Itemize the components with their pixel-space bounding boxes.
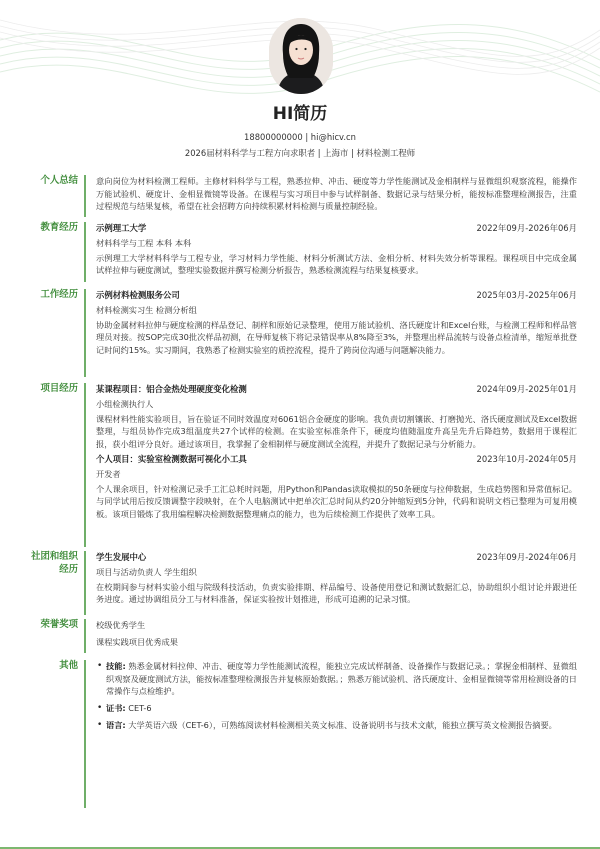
entry-description: 协助金属材料拉伸与硬度检测的样品登记、制样和原始记录整理，使用万能试验机、洛氏硬度计和Excel台账，与检测工程师和样品管理员对接。按SOP完成30批次样品初测，在导师复核下将记录错误率从8%降至3%，并整理出样品流转与设备点检清单，缩短单批登记时间约15%。实习期间，我熟悉了检测实验室的质控流程，提升了跨岗位沟通与问题解决能力。: [96, 319, 577, 356]
entry-date: 2025年03月-2025年06月: [476, 290, 577, 300]
section-title: 社团和组织 经历: [31, 551, 78, 575]
entry-header: [96, 289, 577, 302]
section-projects: [0, 383, 600, 549]
others-list: [96, 660, 577, 732]
project-entry: [96, 453, 577, 521]
section-divider: [84, 289, 86, 377]
company-name: 示例材料检测服务公司: [96, 290, 180, 300]
section-title: 工作经历: [40, 289, 78, 300]
contact-info: 18800000000 | hi@hicv.cn: [244, 132, 356, 142]
entry-date: 2022年09月-2026年06月: [476, 223, 577, 233]
entry-date: 2023年09月-2024年06月: [476, 552, 577, 562]
certificate-item: • 证书: CET-6: [96, 702, 577, 715]
entry-description: 个人课余项目，针对检测记录手工汇总耗时问题，用Python和Pandas读取模拟的50条硬度与拉伸数据，生成趋势图和异常值标记。与同学试用后按反馈调整字段映射，在个人电脑测试中把单次汇总时间从约20分钟缩短到5分钟，代码和说明文档已整理为可复用模板。该项目锻炼了我用编程解决检测数据整理痛点的能力，也为后续检测工作提供了效率工具。: [96, 483, 577, 519]
avatar: [269, 18, 333, 94]
section-divider: [84, 660, 86, 808]
entry-header: [96, 453, 577, 466]
entry-header: [96, 551, 577, 564]
entry-date: 2024年09月-2025年01月: [476, 384, 577, 394]
honor-item: 课程实践项目优秀成果: [96, 636, 178, 647]
section-divider: [84, 222, 86, 282]
section-title: 个人总结: [40, 175, 78, 186]
project-name: 个人项目：实验室检测数据可视化小工具: [96, 453, 247, 464]
entry-subtitle: 开发者: [96, 468, 121, 479]
skills-item: • 技能: 熟悉金属材料拉伸、冲击、硬度等力学性能测试流程，能独立完成试样制备、设备操作与数据记录。；掌握金相制样、显微组织观察及硬度测试方法，能按标准整理检测报告并复核原始数据。；熟悉万能试验机、洛氏硬度计、金相显微镜等常用检测设备的日常操作与点检维护。: [96, 660, 577, 698]
project-entry: [96, 383, 577, 451]
job-intent: 2026届材料科学与工程方向求职者 | 上海市 | 材料检测工程师: [184, 148, 416, 158]
resume-name: HI简历: [272, 104, 328, 124]
entry-subtitle: 材料科学与工程 本科 本科: [96, 238, 192, 249]
section-divider: [84, 551, 86, 615]
section-summary: [0, 175, 600, 225]
section-honors: [0, 619, 600, 655]
section-divider: [84, 619, 86, 653]
section-divider: [84, 383, 86, 547]
entry-header: [96, 222, 577, 235]
entry-subtitle: 项目与活动负责人 学生组织: [96, 567, 197, 578]
section-title: 项目经历: [40, 383, 78, 394]
section-title: 其他: [59, 660, 78, 671]
summary-text: 意向岗位为材料检测工程师。主修材料科学与工程，熟悉拉伸、冲击、硬度等力学性能测试及金相制样与显微组织观察流程，能操作万能试验机、硬度计、金相显微镜等设备。在课程与实习项目中参与试样制备、数据记录与结果分析，能按标准整理检测报告，注重过程规范与结果复核，希望在社会招聘方向持续积累材料检测与质量控制经验。: [96, 176, 577, 212]
language-item: • 语言: 大学英语六级（CET-6），可熟练阅读材料检测相关英文标准、设备说明书与技术文献，能独立撰写英文检测报告摘要。: [96, 719, 577, 732]
portrait-illustration: [269, 18, 333, 94]
entry-description: 在校期间参与材料实验小组与院级科技活动，负责实验排期、样品编号、设备使用登记和测试数据汇总，协助组织小组讨论并跟进任务进度。通过协调组员分工与材料准备，保证实验按计划推进，形成可追溯的记录习惯。: [96, 581, 577, 605]
entry-header: [96, 383, 577, 396]
section-education: [0, 222, 600, 284]
section-work: [0, 289, 600, 379]
section-organizations: [0, 551, 600, 617]
project-name: 某课程项目：铝合金热处理硬度变化检测: [96, 384, 247, 394]
org-name: 学生发展中心: [96, 552, 147, 562]
section-others: [0, 660, 600, 810]
entry-description: 示例理工大学材料科学与工程专业，学习材料力学性能、材料分析测试方法、金相分析、材料失效分析等课程。课程项目中完成金属试样拉伸与硬度测试，整理实验数据并撰写检测分析报告，熟悉检测流程与结果复核要求。: [96, 252, 577, 276]
section-divider: [84, 175, 86, 217]
school-name: 示例理工大学: [96, 223, 147, 233]
entry-date: 2023年10月-2024年05月: [476, 453, 577, 464]
entry-subtitle: 材料检测实习生 检测分析组: [96, 305, 197, 316]
entry-description: 课程材料性能实验项目，旨在验证不同时效温度对6061铝合金硬度的影响。我负责切割镶嵌、打磨抛光、洛氏硬度测试及Excel数据整理，与组员协作完成3组温度共27个试样的检测。在实验室标准条件下，硬度均值随温度升高呈先升后降趋势，数据用于课程汇报，获小组评分良好。通过该项目，我掌握了金相制样与硬度测试全流程，并提升了数据记录与分析能力。: [96, 413, 577, 450]
entry-subtitle: 小组检测执行人: [96, 399, 154, 410]
honor-item: 校级优秀学生: [96, 620, 146, 630]
section-title: 教育经历: [40, 222, 78, 233]
section-title: 荣誉奖项: [40, 619, 78, 630]
